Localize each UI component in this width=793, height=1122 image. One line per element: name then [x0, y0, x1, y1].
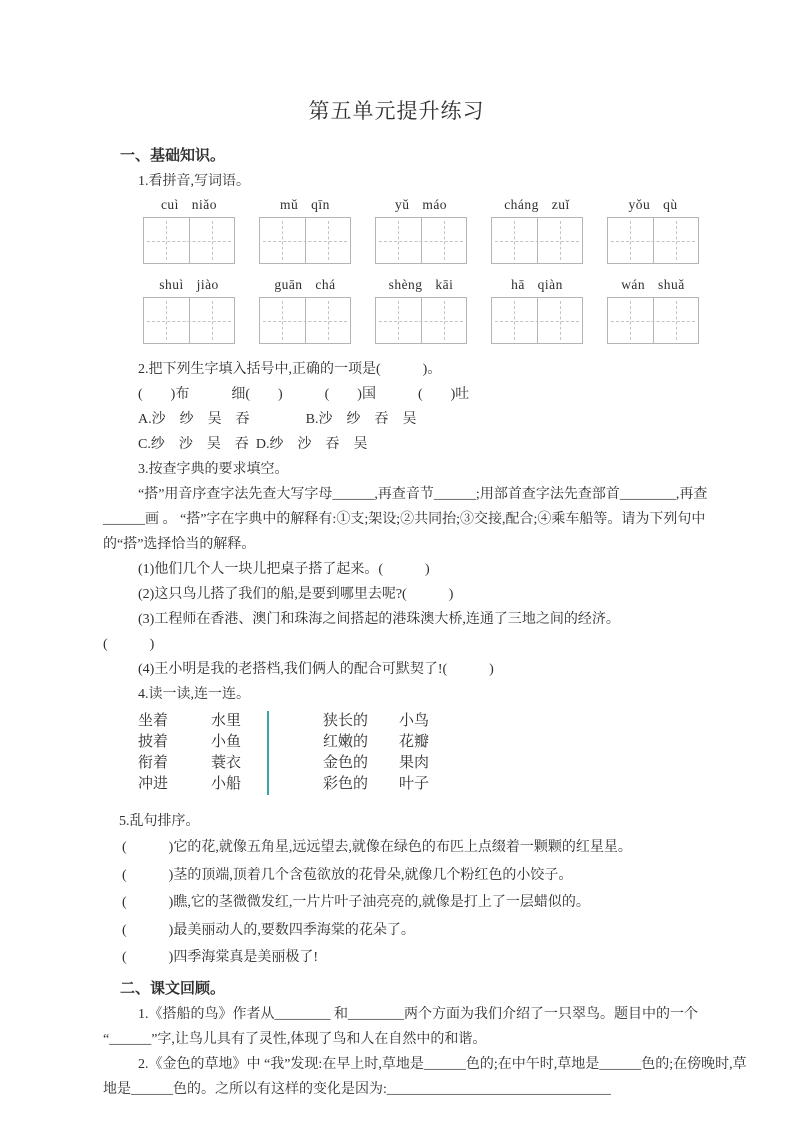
match-item: 红嫩的: [323, 734, 369, 750]
match-item: 水里: [211, 713, 242, 729]
match-column-verbs: [138, 711, 211, 795]
pinyin-word-group: [607, 197, 699, 264]
match-item: 衔着: [138, 755, 169, 771]
q4-label: 4.读一读,连一连。: [138, 687, 250, 702]
match-item: 花瓣: [399, 734, 430, 750]
review-q1: 1.《搭船的鸟》作者从________ 和________两个方面为我们介绍了一只翠鸟。题目中的一个 “______”字,让鸟儿具有了灵性,体现了鸟和人在自然中的和谐。: [103, 1006, 702, 1047]
q2-label: 2.把下列生字填入括号中,正确的一项是( )。: [138, 362, 442, 377]
match-item: 小船: [211, 776, 242, 792]
q3-item-1: (1)他们几个人一块儿把桌子搭了起来。( ): [138, 562, 430, 577]
writing-grid-box: [143, 217, 235, 264]
q3-item-3: (3)工程师在香港、澳门和珠海之间搭起的港珠澳大桥,连通了三地之间的经济。: [138, 612, 620, 627]
pinyin-label: yǔ máo: [394, 197, 448, 212]
match-item: 小鸟: [399, 713, 430, 729]
writing-grid-box: [607, 217, 699, 264]
pinyin-word-group: [259, 277, 351, 344]
page-title: 第五单元提升练习: [308, 99, 485, 123]
match-item: 叶子: [399, 776, 430, 792]
match-divider-line: [267, 711, 269, 795]
match-exercise: [138, 711, 749, 795]
match-column-nouns-right: [399, 711, 459, 795]
writing-grid-box: [375, 297, 467, 344]
pinyin-label: wán shuǎ: [621, 277, 685, 292]
q5-item-3: ( )瞧,它的茎微微发红,一片片叶子油亮亮的,就像是打上了一层蜡似的。: [122, 895, 590, 910]
pinyin-word-group: [607, 277, 699, 344]
writing-grid-box: [607, 297, 699, 344]
match-item: 果肉: [399, 755, 430, 771]
writing-grid-box: [143, 297, 235, 344]
writing-grid-box: [375, 217, 467, 264]
q3-paragraph: “搭”用音序查字法先查大写字母______,再查音节______;用部首查字法先查部首________,再查______画 。 “搭”字在字典中的解释有:①支;架设;②共同抬;③交接,配合;④乘车船等。请为下列句中的“搭”选择恰当的解释。: [103, 487, 708, 552]
pinyin-label: cuì niǎo: [160, 197, 218, 212]
match-item: 蓑衣: [211, 755, 242, 771]
page-content: [0, 143, 793, 1102]
pinyin-word-group: [375, 197, 467, 264]
writing-grid-box: [259, 217, 351, 264]
match-item: 小鱼: [211, 734, 242, 750]
writing-grid-box: [491, 297, 583, 344]
q2-options-ab: A.沙 纱 吴 吞 B.沙 纱 吞 吴: [138, 412, 417, 427]
q3-item-3-bracket: ( ): [103, 637, 155, 652]
match-item: 金色的: [323, 755, 369, 771]
section-heading-review: 二、课文回顾。: [120, 980, 226, 997]
q5-label: 5.乱句排序。: [119, 814, 200, 829]
pinyin-grid-row-1: [143, 197, 699, 264]
section-heading-basics: 一、基础知识。: [120, 148, 226, 164]
pinyin-label: yǒu qù: [628, 197, 678, 212]
match-item: 披着: [138, 734, 169, 750]
pinyin-label: hā qiàn: [511, 277, 563, 292]
pinyin-label: shuì jiào: [159, 277, 219, 292]
q5-item-1: ( )它的花,就像五角星,远远望去,就像在绿色的布匹上点缀着一颗颗的红星星。: [122, 840, 632, 855]
q1-label: 1.看拼音,写词语。: [138, 174, 250, 189]
pinyin-label: guān chá: [274, 277, 336, 292]
pinyin-label: shèng kāi: [388, 277, 454, 292]
match-column-adjectives: [323, 711, 391, 795]
pinyin-word-group: [375, 277, 467, 344]
pinyin-word-group: [491, 277, 583, 344]
q3-label: 3.按查字典的要求填空。: [138, 462, 289, 477]
pinyin-label: cháng zuǐ: [504, 197, 570, 212]
pinyin-word-group: [143, 277, 235, 344]
pinyin-word-group: [259, 197, 351, 264]
review-q2: 2.《金色的草地》中 “我”发现:在早上时,草地是______色的;在中午时,草地是______色的;在傍晚时,草地是______色的。之所以有这样的变化是因为:________________________________: [103, 1056, 747, 1097]
pinyin-word-group: [491, 197, 583, 264]
pinyin-grid-row-2: [143, 277, 699, 344]
writing-grid-box: [259, 297, 351, 344]
pinyin-word-group: [143, 197, 235, 264]
match-item: 冲进: [138, 776, 169, 792]
q3-item-4: (4)王小明是我的老搭档,我们俩人的配合可默契了!( ): [138, 662, 494, 677]
q2-blanks-line: ( )布 细( ) ( )国 ( )吐: [138, 387, 470, 402]
match-column-nouns-left: [211, 711, 267, 795]
q5-item-4: ( )最美丽动人的,要数四季海棠的花朵了。: [122, 922, 415, 938]
match-item: 坐着: [138, 713, 169, 729]
writing-grid-box: [491, 217, 583, 264]
q3-item-2: (2)这只鸟儿搭了我们的船,是要到哪里去呢?( ): [138, 587, 454, 602]
q5-item-2: ( )茎的顶端,顶着几个含苞欲放的花骨朵,就像几个粉红色的小饺子。: [122, 867, 573, 883]
pinyin-label: mǔ qīn: [280, 197, 330, 212]
match-item: 狭长的: [323, 713, 369, 729]
q5-item-5: ( )四季海棠真是美丽极了!: [122, 950, 318, 965]
match-item: 彩色的: [323, 776, 369, 792]
q2-options-cd: C.纱 沙 吴 吞 D.纱 沙 吞 吴: [138, 437, 368, 452]
